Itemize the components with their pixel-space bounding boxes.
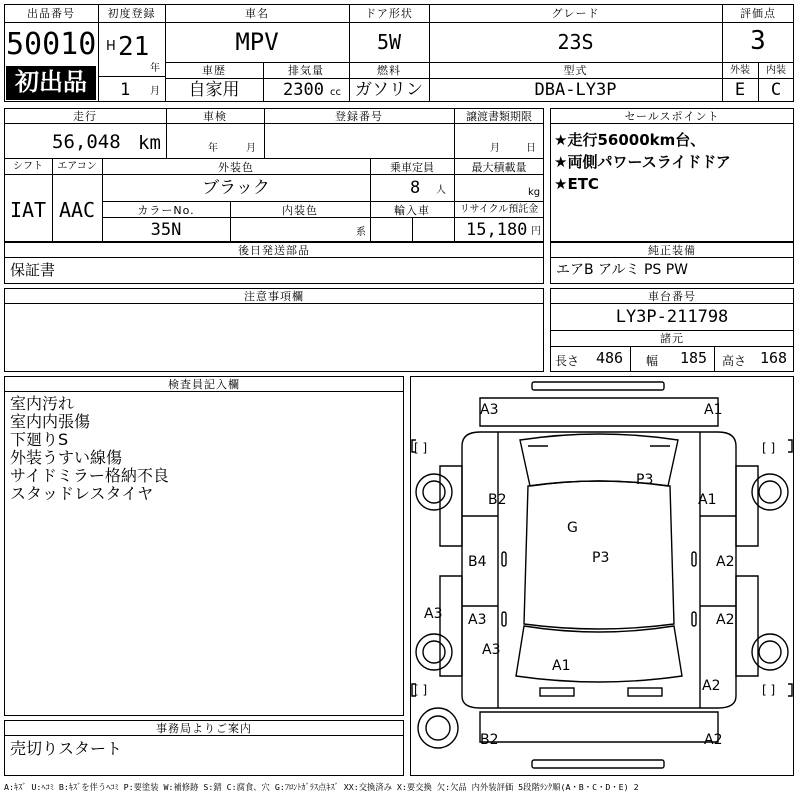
car-history: 自家用 [188, 80, 240, 100]
interior-score: C [770, 80, 782, 100]
plate-label: 登録番号 [335, 110, 383, 123]
damage-mark: A3 [424, 606, 443, 622]
height-value: 168 [760, 349, 788, 367]
load-unit: kg [528, 187, 541, 198]
transfer-month-unit: 月 [490, 143, 500, 154]
office-label: 事務局よりご案内 [156, 722, 252, 735]
damage-mark: A3 [468, 612, 487, 628]
bracket-mark: [ ] [414, 683, 428, 697]
ac-label: エアコン [57, 161, 97, 172]
fuel-type: ガソリン [355, 80, 423, 100]
damage-mark: A2 [702, 678, 721, 694]
overall-score: 3 [750, 26, 766, 56]
damage-mark: B4 [468, 554, 487, 570]
inspector-note-5: サイドミラー格納不良 [10, 466, 169, 485]
model-label: 型式 [563, 64, 588, 77]
score-label: 評価点 [740, 7, 776, 20]
capacity: 8 [410, 178, 421, 198]
inspector-note-2: 室内内張傷 [10, 412, 91, 431]
car-diagram [410, 376, 794, 776]
damage-mark: P3 [636, 472, 654, 488]
displacement-unit: cc [330, 87, 341, 98]
recycle-label: リサイクル預託金 [459, 204, 539, 215]
sales-points-label: セールスポイント [624, 110, 720, 123]
exterior-label: 外装 [730, 65, 750, 76]
damage-mark: A1 [552, 658, 571, 674]
damage-mark: A2 [716, 554, 735, 570]
legend: A:ｷｽﾞ U:ﾍｺﾐ B:ｷｽﾞを伴うﾍｺﾐ P:要塗装 W:補修跡 S:錆 C:腐食、穴 G:ﾌﾛﾝﾄｶﾞﾗｽ点ｷｽﾞ XX:交換済み X:要交換 欠:欠品 内外装評価 5段階ﾗﾝｸ順(A・B・C・D・E) 2 [4, 782, 639, 792]
door-label: ドア形状 [365, 7, 413, 20]
grade: 23S [557, 30, 594, 54]
later-parts-label: 後日発送部品 [238, 244, 310, 257]
model-code: DBA-LY3P [534, 80, 617, 100]
recycle-unit: 円 [531, 226, 541, 237]
width-value: 185 [680, 349, 708, 367]
displacement: 2300 [283, 80, 324, 100]
capacity-unit: 人 [436, 185, 446, 196]
damage-mark: B2 [488, 492, 507, 508]
era-label: H [106, 39, 116, 54]
inspection-label: 車検 [203, 110, 227, 123]
later-parts-value: 保証書 [10, 261, 56, 279]
spec-label: 諸元 [660, 332, 684, 345]
inspector-note-4: 外装うすい線傷 [10, 448, 123, 467]
transfer-day-unit: 日 [526, 143, 536, 154]
inspector-note-6: スタッドレスタイヤ [10, 484, 154, 503]
exterior-color: ブラック [202, 178, 270, 198]
lot-label: 出品番号 [27, 7, 75, 20]
transfer-label: 譲渡書類期限 [466, 110, 532, 123]
chassis-label: 車台番号 [648, 290, 696, 303]
year-unit: 年 [150, 63, 160, 74]
damage-mark: A2 [704, 732, 723, 748]
registration-year: 21 [118, 32, 150, 62]
damage-mark: B2 [480, 732, 499, 748]
sales-point-1: ★走行56000km台、 [554, 131, 706, 149]
mileage-unit: km [138, 132, 161, 154]
shift-label: シフト [13, 161, 43, 172]
caution-label: 注意事項欄 [244, 290, 304, 303]
interior-label: 内装 [766, 65, 786, 76]
mileage-label: 走行 [73, 110, 97, 123]
equipment-label: 純正装備 [648, 244, 696, 257]
damage-mark: G [567, 520, 578, 536]
damage-mark: A3 [480, 402, 499, 418]
lot-number: 50010 [6, 27, 97, 62]
length-value: 486 [596, 349, 624, 367]
color-number: 35N [150, 220, 182, 240]
interior-color-unit: 系 [356, 227, 366, 238]
inspector-note-3: 下廻りS [10, 430, 69, 449]
bracket-mark: [ ] [414, 441, 428, 455]
length-label: 長さ [555, 354, 580, 368]
damage-mark: A1 [704, 402, 723, 418]
inspection-month-unit: 月 [246, 143, 256, 154]
height-label: 高さ [722, 354, 747, 368]
damage-mark: A2 [716, 612, 735, 628]
history-label: 車歴 [202, 64, 226, 77]
width-label: 幅 [646, 354, 659, 368]
ac-type: AAC [58, 198, 96, 222]
month-unit: 月 [150, 86, 160, 97]
registration-month: 1 [120, 80, 131, 100]
bracket-mark: [ ] [762, 441, 776, 455]
interior-color-label: 内装色 [282, 204, 318, 217]
recycle-fee: 15,180 [466, 220, 528, 240]
car-name: MPV [235, 28, 279, 56]
grade-label: グレード [551, 7, 600, 20]
sales-point-2: ★両側パワースライドドア [554, 153, 731, 171]
damage-mark: P3 [592, 550, 610, 566]
inspection-year-unit: 年 [208, 143, 218, 154]
capacity-label: 乗車定員 [390, 161, 434, 174]
damage-mark: A3 [482, 642, 501, 658]
inspector-note-1: 室内汚れ [10, 394, 75, 413]
car-name-label: 車名 [245, 7, 269, 20]
import-label: 輸入車 [394, 204, 430, 217]
sales-point-3: ★ETC [554, 175, 599, 193]
fuel-label: 燃料 [377, 64, 401, 77]
shift-type: IAT [9, 198, 47, 222]
registration-label: 初度登録 [107, 7, 156, 20]
load-label: 最大積載量 [471, 161, 527, 174]
color-label: 外装色 [218, 161, 254, 174]
chassis-number: LY3P-211798 [615, 307, 729, 327]
bracket-mark: [ ] [762, 683, 776, 697]
color-number-label: カラーNo. [137, 204, 195, 217]
door-type: 5W [376, 30, 402, 54]
mileage: 56,048 [52, 131, 121, 153]
exterior-score: E [734, 80, 746, 100]
inspector-label: 検査員記入欄 [168, 378, 240, 391]
first-listing-label: 初出品 [15, 68, 87, 96]
displacement-label: 排気量 [288, 64, 324, 77]
damage-mark: A1 [698, 492, 717, 508]
equipment-value: エアB アルミ PS PW [556, 262, 689, 278]
office-note: 売切りスタート [10, 739, 123, 758]
